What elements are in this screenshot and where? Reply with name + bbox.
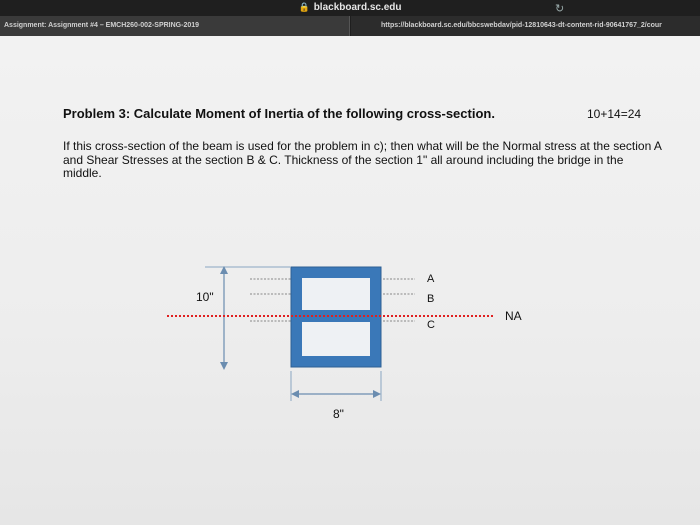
problem-body: If this cross-section of the beam is used for the problem in c); then what will be the Normal stress at the section A and Shear Stresses at the section B & C. Thickness of the section 1" all around including the bridge in the middle. bbox=[63, 139, 662, 180]
lock-icon: 🔒 bbox=[298, 2, 310, 12]
height-arrow-bottom bbox=[220, 362, 228, 370]
section-c-label: C bbox=[427, 319, 435, 331]
neutral-axis-label: NA bbox=[505, 309, 522, 323]
section-a-label: A bbox=[427, 273, 435, 285]
tab-assignment[interactable]: Assignment: Assignment #4 – EMCH260-002-SPRING-2019 bbox=[0, 16, 350, 36]
upper-cell bbox=[302, 278, 370, 310]
document-page bbox=[0, 36, 700, 525]
tab-document[interactable]: https://blackboard.sc.edu/bbcswebdav/pid-12810643-dt-content-rid-90641767_2/cour bbox=[351, 16, 700, 36]
width-arrow-left bbox=[291, 390, 299, 398]
reload-icon[interactable]: ↻ bbox=[555, 3, 565, 15]
height-label: 10" bbox=[196, 290, 214, 304]
cross-section-diagram bbox=[0, 36, 700, 525]
problem-title: Problem 3: Calculate Moment of Inertia of the following cross-section. bbox=[63, 106, 495, 121]
address-bar[interactable] bbox=[0, 2, 700, 13]
browser-chrome bbox=[0, 0, 700, 36]
address-text: blackboard.sc.edu bbox=[313, 2, 402, 13]
lower-cell bbox=[302, 322, 370, 356]
width-label: 8" bbox=[333, 407, 344, 421]
width-arrow-right bbox=[373, 390, 381, 398]
points-label: 10+14=24 bbox=[587, 107, 642, 121]
section-b-label: B bbox=[427, 293, 435, 305]
